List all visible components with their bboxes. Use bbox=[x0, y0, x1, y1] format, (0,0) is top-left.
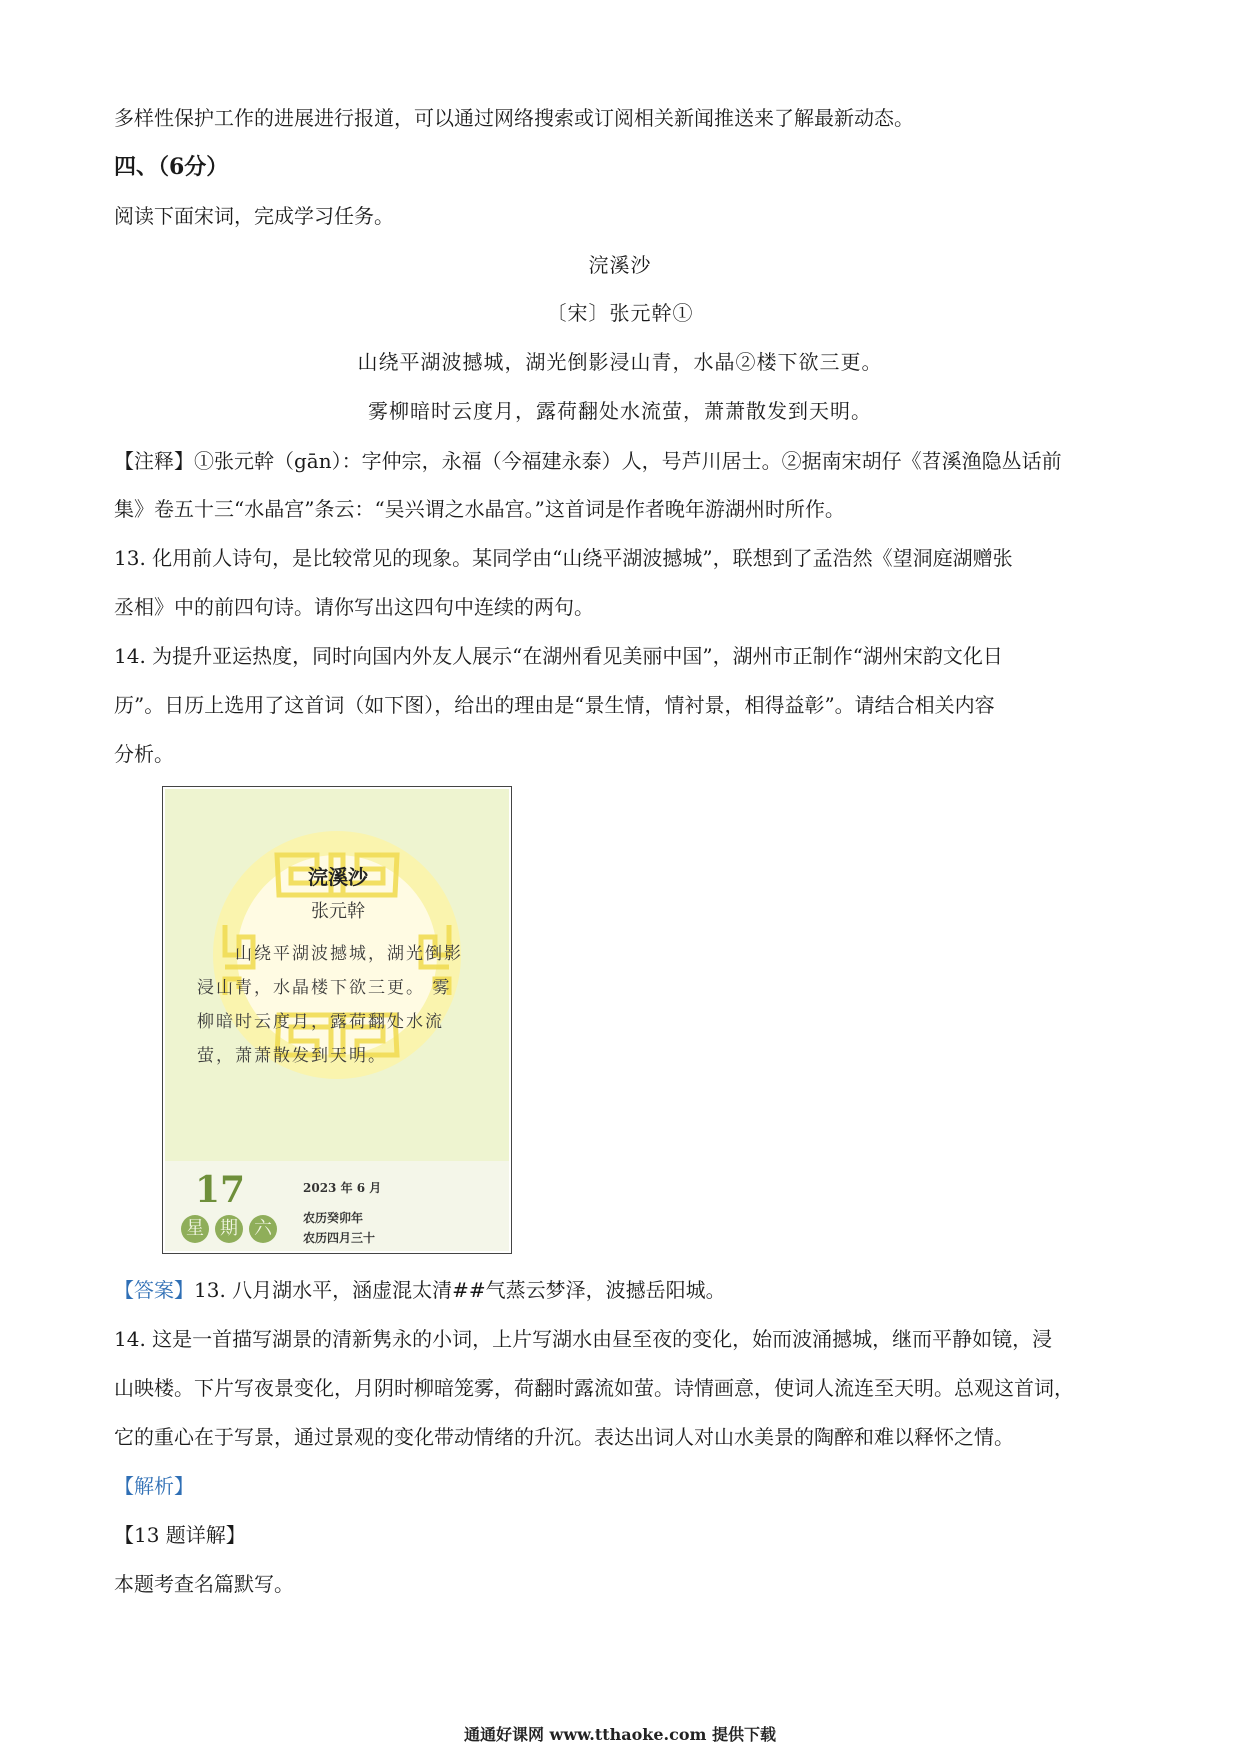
note-text: 【注释】①张元幹（gān）：字仲宗，永福（今福建永泰）人，号芦川居士。②据南宋胡仔《苕溪渔隐丛话前 bbox=[114, 449, 1062, 473]
calendar-poem-row: 山绕平湖波撼城，湖光倒影 bbox=[235, 944, 463, 964]
calendar-lunar-year: 农历癸卯年 bbox=[303, 1211, 364, 1225]
poem-author: 〔宋〕张元幹① bbox=[546, 301, 694, 325]
answer-14: 14. 这是一首描写湖景的清新隽永的小词，上片写湖水由昼至夜的变化，始而波涌撼城，继而平静如镜，浸 bbox=[114, 1327, 1053, 1351]
calendar-lunar-day: 农历四月三十 bbox=[303, 1231, 376, 1245]
answer-14: 它的重心在于写景，通过景观的变化带动情绪的升沉。表达出词人对山水美景的陶醉和难以释怀之情。 bbox=[114, 1425, 1014, 1449]
calendar-poem-row: 柳暗时云度月，露荷翻处水流 bbox=[197, 1012, 444, 1032]
poem-line: 山绕平湖波撼城，湖光倒影浸山青，水晶②楼下欲三更。 bbox=[357, 350, 883, 374]
calendar-poem-title: 浣溪沙 bbox=[308, 865, 368, 889]
detail-13-text: 本题考查名篇默写。 bbox=[114, 1572, 294, 1596]
calendar-poem-row: 浸山青，水晶楼下欲三更。 雾 bbox=[197, 978, 452, 998]
calendar-month: 2023 年 6 月 bbox=[303, 1181, 382, 1195]
calendar-day-number: 17 bbox=[195, 1169, 246, 1211]
answer-13 bbox=[114, 1275, 726, 1305]
poem-title: 浣溪沙 bbox=[588, 253, 652, 277]
calendar-poem-row: 萤，萧萧散发到天明。 bbox=[197, 1046, 387, 1066]
calendar-image bbox=[162, 786, 512, 1254]
question-14: 分析。 bbox=[114, 742, 174, 766]
poem-line: 雾柳暗时云度月，露荷翻处水流萤，萧萧散发到天明。 bbox=[368, 399, 872, 423]
question-13: 13. 化用前人诗句，是比较常见的现象。某同学由“山绕平湖波撼城”，联想到了孟浩然《望洞庭湖赠张 bbox=[114, 546, 1013, 570]
question-13: 丞相》中的前四句诗。请你写出这四句中连续的两句。 bbox=[114, 595, 594, 619]
intro-text: 阅读下面宋词，完成学习任务。 bbox=[114, 204, 394, 228]
calendar-poem-author: 张元幹 bbox=[311, 901, 365, 922]
analysis-label: 【解析】 bbox=[114, 1474, 194, 1498]
calendar-weekday-char: 六 bbox=[249, 1215, 277, 1243]
footer-source: 通通好课网 www.tthaoke.com 提供下载 bbox=[463, 1725, 777, 1744]
calendar-weekday-char: 星 bbox=[181, 1215, 209, 1243]
section-heading: 四、（6分） bbox=[114, 154, 229, 180]
answer-13-text: 13. 八月湖水平，涵虚混太清##气蒸云梦泽，波撼岳阳城。 bbox=[194, 1278, 726, 1302]
answer-14: 山映楼。下片写夜景变化，月阴时柳暗笼雾，荷翻时露流如萤。诗情画意，使词人流连至天明。总观这首词， bbox=[114, 1376, 1074, 1400]
calendar-weekday-char: 期 bbox=[215, 1215, 243, 1243]
question-14: 历”。日历上选用了这首词（如下图），给出的理由是“景生情，情衬景，相得益彰”。请结合相关内容 bbox=[114, 693, 995, 717]
detail-13-heading: 【13 题详解】 bbox=[114, 1523, 246, 1547]
question-14: 14. 为提升亚运热度，同时向国内外友人展示“在湖州看见美丽中国”，湖州市正制作“湖州宋韵文化日 bbox=[114, 644, 1003, 668]
note-text: 集》卷五十三“水晶宫”条云：“吴兴谓之水晶宫。”这首词是作者晚年游湖州时所作。 bbox=[114, 497, 845, 521]
text-line: 多样性保护工作的进展进行报道，可以通过网络搜索或订阅相关新闻推送来了解最新动态。 bbox=[114, 106, 914, 130]
answer-label: 【答案】 bbox=[114, 1278, 194, 1302]
